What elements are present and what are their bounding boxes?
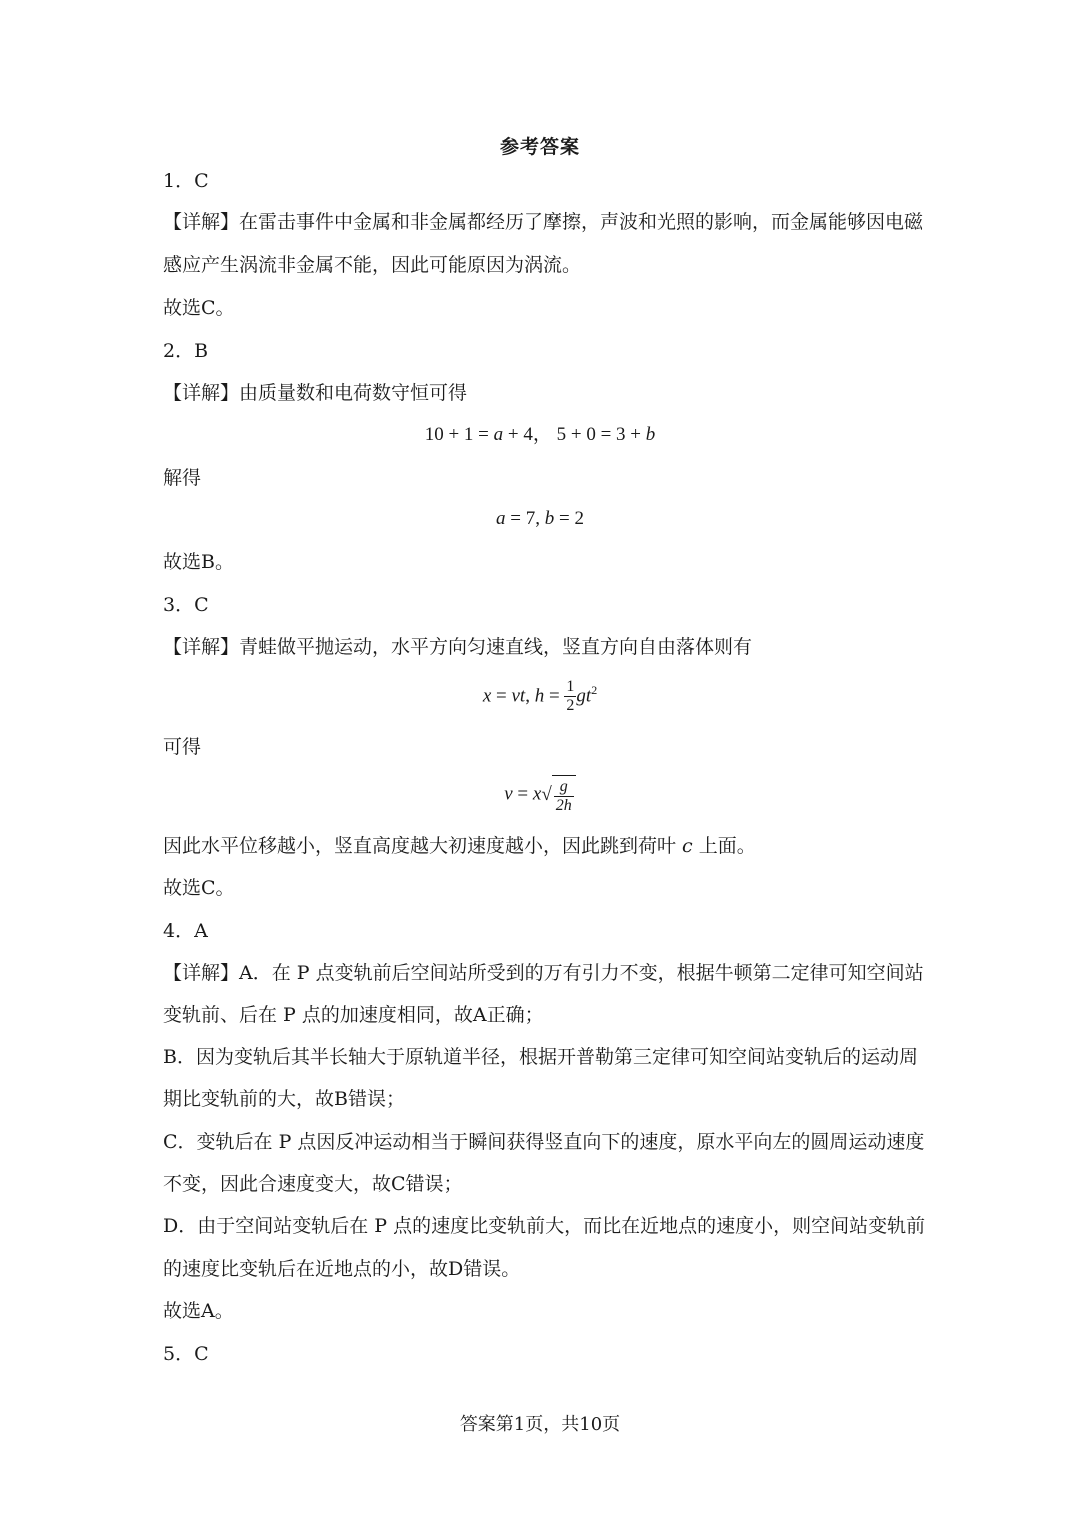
q5-answer: 5．C [163,1343,209,1365]
q2-equation-2: a = 7, b = 2 [496,508,584,529]
q4-option-d-line1: D．由于空间站变轨后在 P 点的速度比变轨前大，而比在近地点的速度小，则空间站变轨前 [163,1215,926,1237]
q3-conclusion: 故选C。 [163,877,235,899]
q3-reason: 因此水平位移越小，竖直高度越大初速度越小，因此跳到荷叶 c 上面。 [163,835,756,857]
radical-sign-icon: √ [541,784,552,805]
q2-equation-1: 10 + 1 = a + 4， 5 + 0 = 3 + b [424,424,656,445]
q4-option-a-line2: 变轨前、后在 P 点的加速度相同，故A正确； [163,1004,544,1026]
q3-equation-2: v = x√ $\frac{g}{2h}$ [0,775,1080,815]
q4-option-b-line1: B．因为变轨后其半长轴大于原轨道半径，根据开普勒第三定律可知空间站变轨后的运动周 [163,1046,918,1068]
q4-option-c-line1: C．变轨后在 P 点因反冲运动相当于瞬间获得竖直向下的速度，原水平向左的圆周运动速度 [163,1131,925,1153]
q2-solve-label: 解得 [163,467,202,489]
q3-answer: 3．C [163,594,209,616]
q4-option-b-line2: 期比变轨前的大，故B错误； [163,1088,405,1110]
q3-obtain-label: 可得 [163,736,202,758]
q4-conclusion: 故选A。 [163,1300,234,1322]
page-footer: 答案第1页，共10页 [459,1414,621,1435]
q1-conclusion: 故选C。 [163,297,235,319]
q1-detail-line2: 感应产生涡流非金属不能，因此可能原因为涡流。 [163,254,582,276]
q4-option-a-line1: 【详解】A．在 P 点变轨前后空间站所受到的万有引力不变，根据牛顿第二定律可知空间站 [163,962,924,984]
q2-answer: 2．B [163,340,209,362]
q1-detail-line1: 【详解】在雷击事件中金属和非金属都经历了摩擦，声波和光照的影响，而金属能够因电磁 [163,211,924,233]
q4-option-c-line2: 不变，因此合速度变大，故C错误； [163,1173,463,1195]
fraction-one-half: $\frac{1}{2}$ [566,678,575,715]
q3-equation-1: x = vt, h = $\frac{1}{2}$ $gt^2$ [482,678,598,715]
q2-detail: 【详解】由质量数和电荷数守恒可得 [163,382,468,404]
q3-detail: 【详解】青蛙做平抛运动，水平方向匀速直线，竖直方向自由落体则有 [163,636,753,658]
q1-answer: 1．C [163,170,209,192]
q2-conclusion: 故选B。 [163,551,234,573]
sqrt-expression: √ $\frac{g}{2h}$ [541,775,575,815]
q4-option-d-line2: 的速度比变轨后在近地点的小，故D错误。 [163,1258,521,1280]
page-title: 参考答案 [499,136,580,158]
q4-answer: 4．A [163,920,208,942]
